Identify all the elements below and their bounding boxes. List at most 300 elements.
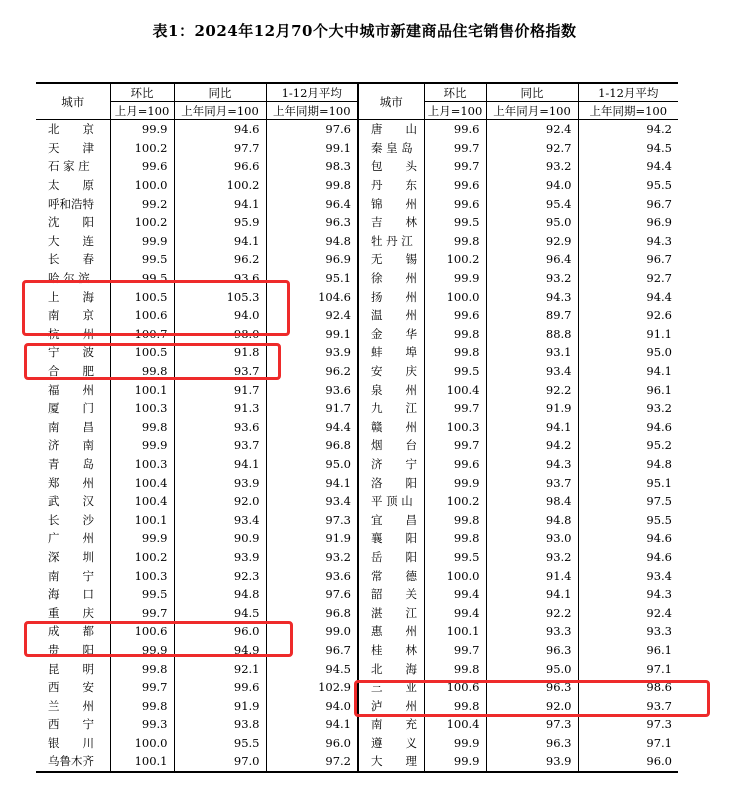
city-name-left: 海 口 [36,585,110,604]
avg-value-left: 97.3 [266,510,358,529]
table-body [36,120,678,772]
avg-base-left: 上年同期=100 [266,102,358,120]
table-row [36,548,678,567]
avg-value-left: 97.6 [266,120,358,139]
avg-value-left: 94.4 [266,418,358,437]
yoy-value-left: 97.0 [174,752,266,772]
mom-value-right: 99.4 [424,585,486,604]
city-name-right: 北 海 [358,659,424,678]
mom-value-left: 99.8 [110,659,174,678]
yoy-value-right: 91.9 [486,399,578,418]
mom-value-left: 100.1 [110,752,174,772]
city-name-left: 昆 明 [36,659,110,678]
yoy-value-right: 94.3 [486,287,578,306]
city-name-right: 遵 义 [358,734,424,753]
avg-value-right: 96.7 [646,196,672,211]
avg-value-left: 94.1 [266,715,358,734]
yoy-value-right: 96.4 [486,250,578,269]
mom-value-right: 99.6 [424,306,486,325]
city-name-right: 九 江 [358,399,424,418]
yoy-value-right: 93.7 [486,473,578,492]
mom-base-right: 上月=100 [424,102,486,120]
table-row [36,176,678,195]
yoy-value-right: 93.1 [486,343,578,362]
yoy-value-left: 91.9 [174,696,266,715]
yoy-value-right: 96.3 [486,734,578,753]
table-row [36,399,678,418]
city-name-left: 深 圳 [36,548,110,567]
mom-value-left: 99.5 [110,250,174,269]
mom-value-right: 99.8 [424,343,486,362]
city-name-left: 乌鲁木齐 [36,752,110,772]
highlight-ningbo [24,343,281,380]
city-name-left: 沈 阳 [36,213,110,232]
yoy-value-left: 95.9 [174,213,266,232]
avg-value-left: 94.8 [266,232,358,251]
avg-value-right: 92.6 [646,308,672,323]
yoy-value-left: 92.0 [174,492,266,511]
mom-value-right: 100.2 [424,492,486,511]
avg-value-right: 96.1 [646,382,672,397]
avg-value-right: 96.1 [646,642,672,657]
table-row [36,380,678,399]
yoy-value-left: 93.9 [174,548,266,567]
mom-value-right: 99.9 [424,752,486,772]
mom-value-left: 100.4 [110,492,174,511]
mom-value-left: 99.9 [110,436,174,455]
mom-header-left: 环比 [110,83,174,102]
city-name-right: 无 锡 [358,250,424,269]
avg-value-left: 99.1 [266,139,358,158]
mom-value-left: 100.6 [110,306,174,325]
mom-value-right: 99.5 [424,362,486,381]
yoy-value-right: 92.4 [486,120,578,139]
avg-value-left: 104.6 [266,287,358,306]
avg-value-left: 93.6 [266,380,358,399]
table-row [36,529,678,548]
avg-value-left: 95.1 [266,269,358,288]
mom-value-left: 99.7 [110,678,174,697]
yoy-value-right: 96.3 [486,678,578,697]
yoy-value-left: 94.1 [174,455,266,474]
city-name-right: 湛 江 [358,603,424,622]
mom-value-right: 99.7 [424,641,486,660]
mom-value-right: 100.2 [424,250,486,269]
avg-value-left: 97.2 [266,752,358,772]
table-row [36,510,678,529]
avg-value-left: 96.7 [266,641,358,660]
mom-value-right: 99.7 [424,157,486,176]
city-name-left: 西 宁 [36,715,110,734]
mom-value-left: 99.5 [110,269,174,288]
yoy-value-left: 98.0 [174,325,266,344]
mom-value-left: 100.5 [110,287,174,306]
mom-value-left: 99.9 [110,232,174,251]
avg-value-right: 97.1 [646,735,672,750]
city-name-left: 合 肥 [36,362,110,381]
avg-value-right: 96.9 [646,215,672,230]
city-name-left: 重 庆 [36,603,110,622]
yoy-value-right: 92.2 [486,380,578,399]
mom-value-right: 100.0 [424,287,486,306]
mom-value-left: 99.9 [110,120,174,139]
mom-value-right: 99.8 [424,510,486,529]
city-name-right: 赣 州 [358,418,424,437]
city-name-left: 北 京 [36,120,110,139]
mom-value-right: 99.9 [424,473,486,492]
city-name-right: 秦 皇 岛 [358,139,424,158]
city-name-right: 牡 丹 江 [358,232,424,251]
yoy-value-left: 100.2 [174,176,266,195]
city-name-left: 长 沙 [36,510,110,529]
yoy-value-left: 95.5 [174,734,266,753]
mom-value-right: 100.0 [424,566,486,585]
avg-value-left: 92.4 [266,306,358,325]
table-row [36,120,678,139]
city-name-left: 哈 尔 滨 [36,269,110,288]
yoy-value-right: 93.0 [486,529,578,548]
city-name-left: 石 家 庄 [36,157,110,176]
yoy-value-left: 92.3 [174,566,266,585]
yoy-value-right: 93.4 [486,362,578,381]
mom-value-left: 100.1 [110,380,174,399]
avg-value-right: 97.1 [646,661,672,676]
mom-value-left: 100.5 [110,343,174,362]
city-name-right: 丹 东 [358,176,424,195]
city-name-right: 惠 州 [358,622,424,641]
table-row [36,492,678,511]
city-name-right: 泉 州 [358,380,424,399]
avg-header-left: 1-12月平均 [266,83,358,102]
city-name-left: 广 州 [36,529,110,548]
table-row [36,232,678,251]
table-row [36,603,678,622]
table-row [36,194,678,213]
city-name-right: 包 头 [358,157,424,176]
yoy-header-left: 同比 [174,83,266,102]
mom-value-right: 99.7 [424,436,486,455]
avg-value-right: 94.5 [646,140,672,155]
city-name-right: 宜 昌 [358,510,424,529]
city-header-left: 城市 [36,83,110,120]
yoy-value-right: 89.7 [486,306,578,325]
yoy-base-left: 上年同月=100 [174,102,266,120]
mom-value-right: 99.8 [424,659,486,678]
avg-value-right: 95.1 [646,475,672,490]
yoy-value-left: 97.7 [174,139,266,158]
highlight-chengdu [24,621,293,657]
yoy-value-right: 93.9 [486,752,578,772]
city-name-right: 吉 林 [358,213,424,232]
mom-value-right: 99.8 [424,325,486,344]
yoy-value-right: 95.4 [486,194,578,213]
avg-value-right: 97.5 [646,494,672,509]
mom-value-right: 99.7 [424,139,486,158]
city-name-right: 岳 阳 [358,548,424,567]
avg-value-left: 98.3 [266,157,358,176]
mom-value-right: 100.4 [424,715,486,734]
city-name-left: 郑 州 [36,473,110,492]
mom-value-right: 99.6 [424,194,486,213]
mom-value-left: 100.2 [110,548,174,567]
yoy-value-right: 94.2 [486,436,578,455]
yoy-value-right: 88.8 [486,325,578,344]
yoy-value-left: 94.5 [174,603,266,622]
yoy-value-left: 93.7 [174,436,266,455]
yoy-value-left: 91.8 [174,343,266,362]
avg-value-left: 99.8 [266,176,358,195]
yoy-value-right: 95.0 [486,213,578,232]
table-row [36,418,678,437]
price-index-table [36,82,678,773]
city-name-left: 天 津 [36,139,110,158]
yoy-value-left: 93.7 [174,362,266,381]
yoy-header-right: 同比 [486,83,578,102]
city-name-left: 厦 门 [36,399,110,418]
avg-value-left: 96.9 [266,250,358,269]
table-row [36,250,678,269]
yoy-value-right: 98.4 [486,492,578,511]
mom-value-right: 99.6 [424,455,486,474]
mom-value-left: 99.6 [110,157,174,176]
city-name-left: 兰 州 [36,696,110,715]
city-name-right: 平 顶 山 [358,492,424,511]
mom-value-left: 99.7 [110,603,174,622]
yoy-value-left: 94.9 [174,641,266,660]
avg-value-left: 91.7 [266,399,358,418]
city-name-right: 常 德 [358,566,424,585]
city-name-right: 韶 关 [358,585,424,604]
mom-value-right: 99.6 [424,120,486,139]
yoy-value-left: 96.6 [174,157,266,176]
city-name-right: 南 充 [358,715,424,734]
yoy-value-left: 94.0 [174,306,266,325]
avg-value-right: 94.3 [646,233,672,248]
city-name-left: 济 南 [36,436,110,455]
avg-value-left: 91.9 [266,529,358,548]
avg-header-right: 1-12月平均 [578,83,678,102]
table-row [36,659,678,678]
mom-value-left: 99.8 [110,418,174,437]
city-name-left: 南 京 [36,306,110,325]
avg-value-right: 96.7 [646,252,672,267]
mom-value-right: 99.4 [424,603,486,622]
city-name-right: 唐 山 [358,120,424,139]
mom-value-left: 100.1 [110,510,174,529]
mom-value-left: 99.9 [110,641,174,660]
table-row [36,157,678,176]
yoy-value-right: 91.4 [486,566,578,585]
city-name-left: 青 岛 [36,455,110,474]
mom-value-right: 99.9 [424,734,486,753]
mom-value-right: 99.5 [424,548,486,567]
mom-base-left: 上月=100 [110,102,174,120]
avg-value-left: 93.6 [266,566,358,585]
mom-value-left: 99.3 [110,715,174,734]
avg-value-left: 99.0 [266,622,358,641]
yoy-value-right: 94.8 [486,510,578,529]
yoy-value-right: 93.2 [486,157,578,176]
city-name-right: 大 理 [358,752,424,772]
yoy-value-left: 96.0 [174,622,266,641]
city-name-left: 杭 州 [36,325,110,344]
mom-value-left: 100.0 [110,176,174,195]
avg-value-right: 94.6 [646,419,672,434]
mom-value-left: 100.7 [110,325,174,344]
yoy-value-right: 94.0 [486,176,578,195]
yoy-value-right: 92.2 [486,603,578,622]
city-name-left: 太 原 [36,176,110,195]
city-name-right: 洛 阳 [358,473,424,492]
table-row [36,473,678,492]
mom-value-left: 99.2 [110,194,174,213]
avg-value-left: 93.2 [266,548,358,567]
yoy-value-left: 93.9 [174,473,266,492]
avg-value-right: 94.4 [646,289,672,304]
city-name-left: 武 汉 [36,492,110,511]
mom-value-left: 100.3 [110,399,174,418]
avg-value-left: 96.0 [266,734,358,753]
city-name-left: 上 海 [36,287,110,306]
mom-value-right: 100.6 [424,678,486,697]
city-header-right: 城市 [358,83,424,120]
avg-value-left: 96.2 [266,362,358,381]
avg-value-left: 94.1 [266,473,358,492]
city-name-left: 福 州 [36,380,110,399]
yoy-value-right: 92.9 [486,232,578,251]
yoy-value-left: 93.8 [174,715,266,734]
mom-header-right: 环比 [424,83,486,102]
city-name-right: 金 华 [358,325,424,344]
mom-value-left: 100.6 [110,622,174,641]
mom-value-left: 99.8 [110,696,174,715]
mom-value-left: 100.2 [110,139,174,158]
city-name-left: 成 都 [36,622,110,641]
table-row [36,566,678,585]
yoy-value-left: 91.7 [174,380,266,399]
yoy-value-right: 95.0 [486,659,578,678]
city-name-right: 锦 州 [358,194,424,213]
yoy-value-left: 94.1 [174,232,266,251]
avg-value-right: 95.2 [646,438,672,453]
city-name-left: 南 宁 [36,566,110,585]
city-name-left: 长 春 [36,250,110,269]
yoy-value-left: 94.8 [174,585,266,604]
yoy-value-right: 94.1 [486,585,578,604]
city-name-left: 宁 波 [36,343,110,362]
avg-value-right: 94.2 [646,122,672,137]
city-name-right: 襄 阳 [358,529,424,548]
mom-value-right: 99.9 [424,269,486,288]
mom-value-left: 100.2 [110,213,174,232]
avg-value-left: 94.5 [266,659,358,678]
yoy-value-right: 92.7 [486,139,578,158]
mom-value-right: 99.5 [424,213,486,232]
city-name-right: 三 亚 [358,678,424,697]
mom-value-left: 99.8 [110,362,174,381]
city-name-right: 泸 州 [358,696,424,715]
highlight-sanya [354,680,710,717]
table-row [36,213,678,232]
mom-value-right: 99.7 [424,399,486,418]
city-name-left: 贵 阳 [36,641,110,660]
yoy-value-right: 93.2 [486,269,578,288]
table-row [36,585,678,604]
avg-value-left: 102.9 [266,678,358,697]
avg-value-right: 97.3 [646,717,672,732]
avg-value-right: 94.4 [646,159,672,174]
avg-value-right: 93.3 [646,624,672,639]
city-name-right: 扬 州 [358,287,424,306]
yoy-value-right: 93.2 [486,548,578,567]
yoy-value-left: 90.9 [174,529,266,548]
avg-value-right: 93.7 [646,698,672,713]
avg-value-right: 94.3 [646,587,672,602]
yoy-base-right: 上年同月=100 [486,102,578,120]
yoy-value-right: 97.3 [486,715,578,734]
avg-value-right: 94.6 [646,531,672,546]
yoy-value-left: 91.3 [174,399,266,418]
avg-value-left: 96.8 [266,436,358,455]
mom-value-right: 99.8 [424,696,486,715]
mom-value-right: 99.8 [424,232,486,251]
avg-value-right: 92.4 [646,605,672,620]
mom-value-right: 100.3 [424,418,486,437]
avg-value-right: 92.7 [646,271,672,286]
city-name-right: 烟 台 [358,436,424,455]
avg-value-left: 99.1 [266,325,358,344]
avg-value-right: 93.4 [646,568,672,583]
yoy-value-left: 96.2 [174,250,266,269]
city-name-left: 呼和浩特 [36,194,110,213]
avg-value-right: 95.5 [646,512,672,527]
mom-value-left: 99.9 [110,529,174,548]
yoy-value-left: 94.1 [174,194,266,213]
city-name-left: 西 安 [36,678,110,697]
mom-value-left: 100.0 [110,734,174,753]
yoy-value-left: 94.6 [174,120,266,139]
yoy-value-right: 94.1 [486,418,578,437]
avg-value-left: 93.9 [266,343,358,362]
yoy-value-right: 93.3 [486,622,578,641]
page-title: 表1：2024年12月70个大中城市新建商品住宅销售价格指数 [152,22,577,40]
avg-value-right: 95.0 [646,345,672,360]
table-row [36,752,678,772]
table-row [36,734,678,753]
city-name-right: 温 州 [358,306,424,325]
city-name-left: 大 连 [36,232,110,251]
table-header [36,83,678,120]
avg-value-right: 94.8 [646,456,672,471]
avg-value-right: 94.1 [646,364,672,379]
avg-value-right: 96.0 [646,754,672,769]
avg-value-left: 96.4 [266,194,358,213]
avg-value-right: 91.1 [646,326,672,341]
yoy-value-left: 105.3 [174,287,266,306]
avg-value-left: 96.8 [266,603,358,622]
yoy-value-right: 94.3 [486,455,578,474]
yoy-value-right: 92.0 [486,696,578,715]
table-row [36,436,678,455]
city-name-left: 银 川 [36,734,110,753]
mom-value-right: 100.4 [424,380,486,399]
avg-value-left: 95.0 [266,455,358,474]
yoy-value-left: 99.6 [174,678,266,697]
mom-value-right: 100.1 [424,622,486,641]
avg-value-right: 94.6 [646,549,672,564]
mom-value-right: 99.8 [424,529,486,548]
avg-value-left: 97.6 [266,585,358,604]
